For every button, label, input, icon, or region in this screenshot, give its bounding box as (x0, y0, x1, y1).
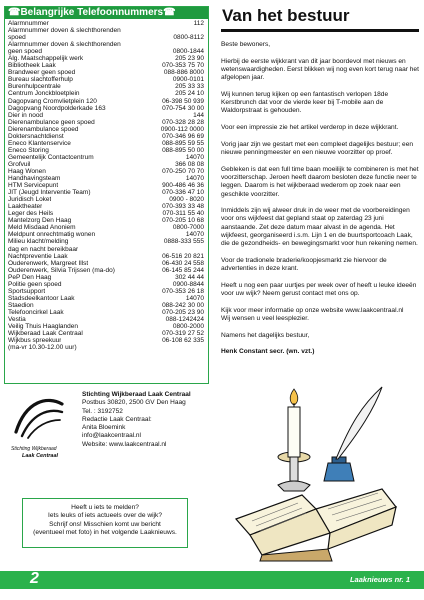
phone-entry (8, 210, 204, 217)
phone-entry-number: 0900-8844 (172, 280, 204, 288)
phone-numbers-list (5, 19, 208, 351)
phone-entry (8, 126, 204, 133)
phone-entry-name: spoed (8, 34, 26, 42)
org-name: Stichting Wijkberaad Laak Centraal (82, 391, 191, 398)
phone-entry (8, 147, 204, 154)
phone-entry-name: Nachtpreventie Laak (8, 252, 68, 260)
phone-entry-number: 070-205 10 68 (162, 217, 204, 225)
phone-entry (8, 217, 204, 224)
phone-entry-name: HTM Servicepunt (8, 182, 59, 190)
article-paragraph: Voor de tradionele braderie/koopjesmarkt zie hiervoor de advertenties in deze krant. (221, 257, 387, 273)
phone-entry (8, 260, 204, 267)
phone-entry-number: 070-754 30 00 (162, 104, 204, 112)
phone-entry-number: 14070 (185, 175, 204, 183)
org-phone: Tel. : 3192752 (82, 407, 123, 415)
phone-entry-name: Sportsupport (8, 287, 46, 295)
phone-entry-number: 06-108 62 335 (162, 337, 204, 345)
phone-entry-name: Ouderenwerk, Silvia Trijssen (ma-do) (8, 266, 115, 274)
phone-entry-number: 070-353 75 70 (162, 62, 204, 70)
phone-entry-number: 0800-8112 (173, 34, 204, 42)
org-address: Postbus 30820, 2500 GV Den Haag (82, 399, 186, 407)
phone-entry-name: Grofvuil (8, 160, 31, 168)
phone-entry-name: Mantelzorg Den Haag (8, 217, 72, 225)
phone-entry (8, 302, 204, 309)
phone-entry-number: 0800-7000 (172, 224, 204, 232)
phone-entry (8, 27, 204, 34)
phone-entry (8, 119, 204, 126)
phone-entry-name: Eneco Storing (8, 146, 49, 154)
phone-entry-number: 14070 (185, 231, 204, 239)
phone-entry (8, 246, 204, 253)
article-paragraph: Kijk voor meer informatie op onze website www.laakcentraal.nl Wij wensen u veel leesplezier. (221, 306, 404, 323)
phone-entry (8, 337, 204, 344)
phone-entry-name: Milieu klacht/melding (8, 238, 69, 246)
phone-numbers-heading: ☎Belangrijke Telefoonnummers☎ (5, 7, 208, 19)
phone-entry-number: 205 24 10 (175, 90, 204, 98)
phone-entry-name: (ma-vr 10.30-12.00 uur) (8, 344, 77, 352)
phone-entry (8, 161, 204, 168)
wijkberaad-logo (8, 394, 68, 464)
phone-entry-number: 070-346 96 69 (162, 132, 204, 140)
phone-entry-number: 088-895 59 55 (162, 139, 204, 147)
phone-entry-name: Dierenambulance geen spoed (8, 118, 95, 126)
title-divider (221, 29, 419, 32)
phone-entry-name: Alarmnummer doven & slechthorenden (8, 27, 121, 35)
phone-entry-number: 088-886 8000 (163, 69, 204, 77)
phone-entry-number: 205 23 90 (175, 55, 204, 63)
phone-entry-number: 0900 - 8020 (169, 196, 204, 204)
phone-entry-name: Wijkberaad Laak Centraal (8, 330, 83, 338)
phone-entry-number: 06-430 24 558 (162, 259, 204, 267)
phone-entry (8, 34, 204, 41)
phone-entry-name: Brandweer geen spoed (8, 69, 76, 77)
phone-entry-number: 0900-112 0000 (160, 125, 204, 133)
cta-line-2: Iets leuks of iets actueels over de wijk? (48, 512, 162, 520)
phone-entry-name: Alarmnummer (8, 20, 49, 27)
phone-entry-name: Burenhulpcentrale (8, 83, 61, 91)
phone-entry-number: 070-311 55 40 (162, 210, 204, 218)
phone-entry-name: Meld Misdaad Anoniem (8, 224, 76, 232)
phone-entry (8, 288, 204, 295)
article-signature: Henk Constant secr. (wn. vzt.) (221, 348, 315, 356)
phone-entry (8, 62, 204, 69)
org-website: Website: www.laakcentraal.nl (82, 440, 167, 448)
phone-entry (8, 83, 204, 90)
organisation-info (82, 391, 212, 449)
article-paragraph: Hierbij de eerste wijkkrant van dit jaar boordevol met nieuws en wetenswaardigheden. Eerst blikken wij nog even kort terug naar het afgelopen jaar. (221, 57, 419, 82)
phone-entry-name: Telefooncirkel Laak (8, 308, 64, 316)
phone-entry-number: 302 44 44 (175, 273, 204, 281)
phone-entry-number: 0800-2000 (172, 323, 204, 331)
phone-entry-number: 366 08 08 (175, 160, 204, 168)
phone-entry-name: Alarmnummer doven & slechthorenden (8, 41, 121, 49)
phone-entry-number: 070-250 70 70 (162, 167, 204, 175)
phone-entry-name: Dier in nood (8, 111, 44, 119)
phone-entry (8, 154, 204, 161)
logo-line-2: Laak Centraal (22, 453, 59, 459)
phone-entry-name: Doktersnachtdienst (8, 132, 64, 140)
phone-entry-name: Vestia (8, 315, 26, 323)
phone-entry (8, 105, 204, 112)
phone-entry-number: 112 (193, 20, 204, 27)
phone-entry-number: 0888-333 555 (163, 238, 204, 246)
phone-entry-number: 070-336 47 10 (162, 189, 204, 197)
phone-entry (8, 267, 204, 274)
article-paragraph: Namens het dagelijks bestuur, (221, 331, 310, 339)
article-paragraph: Wij kunnen terug kijken op een fantastisch verlopen 18de Kerstbrunch dat voor de vierde keer bij T-mobile aan de Waldorpstraat is gehouden. (221, 90, 389, 115)
phone-entry-number: 06-516 20 821 (162, 252, 204, 260)
phone-entry-name: Leger des Heils (8, 210, 54, 218)
page-footer (0, 571, 424, 589)
phone-entry-name: Stadsdeelkantoor Laak (8, 294, 75, 302)
phone-entry (8, 98, 204, 105)
phone-entry-name: Haag Wonen (8, 167, 46, 175)
phone-entry-name: Dagopvang Cromvlietplein 120 (8, 97, 97, 105)
phone-entry-name: Meldpunt onrechtmatig wonen (8, 231, 96, 239)
phone-entry (8, 281, 204, 288)
phone-entry (8, 48, 204, 55)
phone-numbers-box (4, 6, 209, 384)
phone-entry-number: 14070 (185, 294, 204, 302)
phone-entry (8, 20, 204, 27)
phone-entry (8, 112, 204, 119)
phone-entry-number: 070-353 26 18 (162, 287, 204, 295)
phone-entry-number: 088-242 30 00 (162, 301, 204, 309)
phone-entry-name: Bibliotheek Laak (8, 62, 56, 70)
phone-entry-name: Veilig Thuis Haaglanden (8, 323, 78, 331)
phone-entry-name: PeP Den Haag (8, 273, 52, 281)
phone-entry-name: Politie geen spoed (8, 280, 62, 288)
phone-entry (8, 90, 204, 97)
phone-entry-number: 070-319 27 52 (162, 330, 204, 338)
phone-entry (8, 224, 204, 231)
phone-entry-name: Centrum Jonckbloetplein (8, 90, 80, 98)
editor-name: Anita Bloemink (82, 424, 126, 432)
phone-entry-number: 088-1242424 (165, 315, 204, 323)
phone-entry-number: 070-328 28 28 (162, 118, 204, 126)
page-number: 2 (30, 570, 39, 587)
logo-line-1: Stichting Wijkberaad (11, 446, 57, 452)
phone-entry (8, 69, 204, 76)
article-paragraph: Beste bewoners, (221, 41, 271, 48)
phone-entry-number: 070-205 23 90 (162, 308, 204, 316)
phone-entry-name: Wijkbus spreekuur (8, 337, 62, 345)
phone-entry (8, 196, 204, 203)
phone-entry (8, 182, 204, 189)
phone-entry (8, 41, 204, 48)
phone-entry-number: 06-145 85 244 (162, 266, 204, 274)
article-paragraph: Voor een impressie zie het artikel verderop in deze wijkkrant. (221, 124, 399, 132)
phone-entry-number: 900-486 46 36 (162, 182, 204, 190)
phone-entry (8, 175, 204, 182)
phone-entry-name: Ouderenwerk, Margreet Illst (8, 259, 89, 267)
phone-entry (8, 168, 204, 175)
phone-entry (8, 344, 204, 351)
phone-entry-name: geen spoed (8, 48, 42, 56)
phone-entry-number: 088-895 50 00 (162, 146, 204, 154)
phone-entry (8, 76, 204, 83)
editorial-heading: Redactie Laak Centraal: (82, 415, 152, 423)
phone-entry (8, 253, 204, 260)
phone-entry-number: 144 (193, 111, 204, 119)
phone-entry-number: 14070 (185, 153, 204, 161)
phone-entry (8, 133, 204, 140)
submit-news-box (22, 498, 188, 548)
phone-entry (8, 295, 204, 302)
phone-entry-number: 205 33 33 (175, 83, 204, 91)
phone-entry-number: 0800-1844 (172, 48, 204, 56)
article-paragraph: Heeft u nog een paar uurtjes per week over of heeft u leuke ideeën voor uw wijk? Neem gerust contact met ons op. (221, 281, 417, 298)
cta-line-3: Schrijf ons! Misschien komt uw bericht (49, 520, 161, 528)
phone-entry-name: dag en nacht bereikbaar (8, 245, 79, 253)
phone-entry-name: Eneco Klantenservice (8, 139, 71, 147)
phone-entry-name: Dagopvang Noordpolderkade 163 (8, 104, 106, 112)
issue-label: Laaknieuws nr. 1 (349, 575, 410, 584)
phone-entry-name: Juridisch Loket (8, 196, 52, 204)
article-title: Van het bestuur (222, 6, 350, 25)
phone-entry-number: 0900-0101 (172, 76, 204, 84)
phone-entry-name: Handhavingsteam (8, 175, 61, 183)
article-paragraph: Inmiddels zijn wij alweer druk in de weer met de voorbereidingen voor ons wijkfeest dat gepland staat op zaterdag 23 juni aanstaande. Zet deze datum maar alvast in de agenda. Het wijkfeest, georganiseerd i.s.m. Lijn 1 en de buurtsportcoach Laak, die de gezondheids- en bewegingsmarkt voor hun rekening nemen. (221, 207, 418, 248)
phone-entry-name: Staedion (8, 301, 34, 309)
phone-entry (8, 323, 204, 330)
article-paragraph: Gebleken is dat een full time baan moeilijk te combineren is met het voorzitterschap. Jeroen heeft daarom besloten deze functie neer te leggen. Daarom is het wijkberaad wederom op zoek naar een geschikte voorzitter. (221, 165, 419, 198)
phone-entry-number: 070-393 33 48 (162, 203, 204, 211)
phone-entry (8, 309, 204, 316)
phone-entry (8, 231, 204, 238)
phone-entry-name: Gemeentelijk Contactcentrum (8, 153, 94, 161)
cta-line-1: Heeft u iets te melden? (71, 504, 139, 511)
phone-entry (8, 330, 204, 337)
phone-entry (8, 238, 204, 245)
phone-entry (8, 140, 204, 147)
phone-entry (8, 274, 204, 281)
phone-entry-name: JIT (Jeugd Interventie Team) (8, 189, 91, 197)
article-paragraph: Vorig jaar zijn we gestart met een compleet dagelijks bestuur; een nieuwe penningmeester en een nieuwe voorzitter op proef. (221, 140, 414, 156)
phone-entry-name: Dierenambulance spoed (8, 125, 79, 133)
phone-entry-number: 06-398 50 939 (162, 97, 204, 105)
article-body (221, 41, 421, 365)
org-email: info@laakcentraal.nl (82, 432, 141, 440)
cta-line-4: (eventueel met foto) in het volgende Laaknieuws. (33, 528, 177, 536)
candle-book-illustration (232, 385, 400, 563)
phone-entry-name: Alg. Maatschappelijk werk (8, 55, 84, 63)
phone-entry (8, 189, 204, 196)
phone-entry (8, 203, 204, 210)
phone-entry (8, 55, 204, 62)
phone-entry (8, 316, 204, 323)
phone-entry-name: Laaktheater (8, 203, 43, 211)
phone-entry-name: Bureau slachtofferhulp (8, 76, 73, 84)
